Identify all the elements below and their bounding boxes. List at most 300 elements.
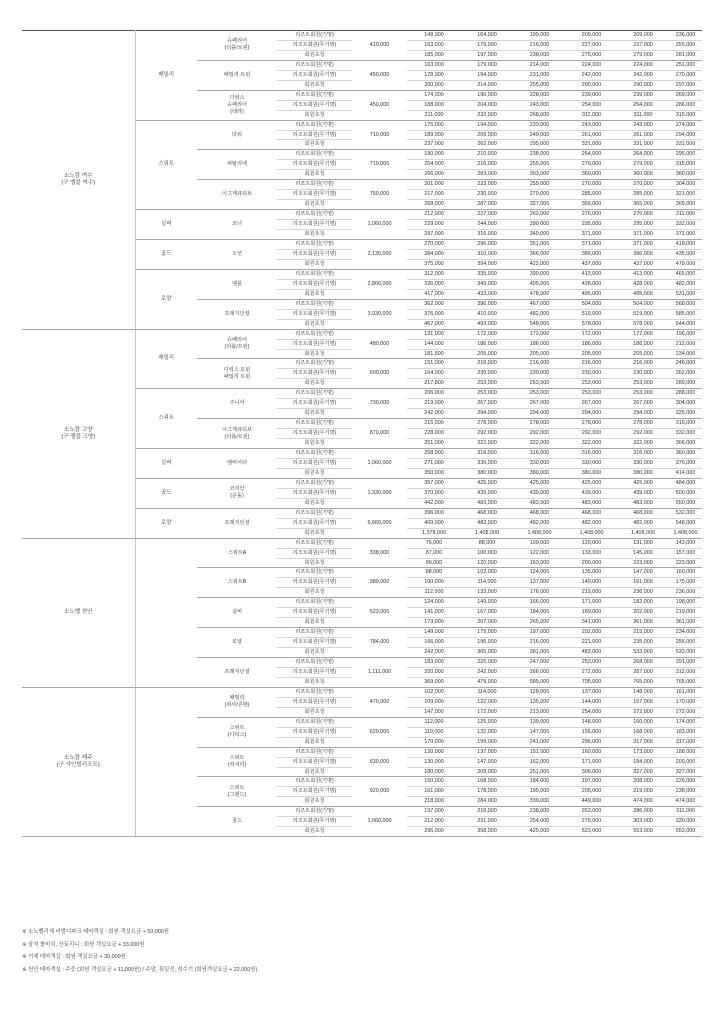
footnote-item: ※ 삼척 쏠비치, 산토리니 : 회원 객실요금 + 33,000원: [22, 941, 145, 948]
rate-cell: 205,000: [566, 349, 617, 359]
rate-cell: 1,378,000: [407, 528, 461, 538]
room-type-cell: 골드: [197, 807, 277, 837]
rate-cell: 182,000: [617, 598, 669, 608]
rate-cell: 267,000: [566, 399, 617, 409]
room-grade-cell: 골드: [135, 240, 197, 270]
rate-cell: 449,000: [566, 797, 617, 807]
member-type-cell: 회원초청: [277, 319, 352, 329]
rate-cell: 137,000: [513, 578, 566, 588]
rate-cell: 174,000: [669, 717, 702, 727]
rate-cell: 290,000: [566, 80, 617, 90]
rate-cell: 242,000: [617, 70, 669, 80]
rate-cell: 209,000: [461, 130, 513, 140]
rate-cell: 120,000: [407, 747, 461, 757]
rate-cell: 251,000: [669, 60, 702, 70]
rate-cell: 330,000: [669, 817, 702, 827]
rate-cell: 135,000: [513, 697, 566, 707]
rate-cell: 174,000: [407, 90, 461, 100]
rate-cell: 405,000: [513, 279, 566, 289]
rate-cell: 150,000: [407, 777, 461, 787]
rate-cell: 131,000: [407, 329, 461, 339]
rate-cell: 253,000: [566, 658, 617, 668]
rate-cell: 139,000: [513, 717, 566, 727]
member-type-cell: 회원초청: [277, 140, 352, 150]
room-grade-cell: [135, 538, 197, 687]
rate-cell: 370,000: [407, 488, 461, 498]
rate-cell: 213,000: [566, 588, 617, 598]
rate-cell: 196,000: [669, 329, 702, 339]
rate-cell: 550,000: [669, 498, 702, 508]
rate-cell: 253,000: [513, 379, 566, 389]
member-type-cell: 리조트회원(무기명): [277, 399, 352, 409]
room-type-cell: 이그제큐티브: [197, 180, 277, 210]
rate-cell: 183,000: [407, 658, 461, 668]
room-type-cell: 엠블: [197, 269, 277, 299]
rate-cell: 327,000: [513, 200, 566, 210]
rate-cell: 137,000: [566, 687, 617, 697]
rate-cell: 340,000: [513, 230, 566, 240]
rate-cell: 585,000: [669, 309, 702, 319]
rate-cell: 357,000: [407, 478, 461, 488]
rate-cell: 135,000: [566, 568, 617, 578]
rate-cell: 239,000: [617, 90, 669, 100]
rate-cell: 231,000: [513, 70, 566, 80]
rate-cell: 267,000: [617, 399, 669, 409]
rate-cell: 482,000: [617, 518, 669, 528]
rate-cell: 239,000: [566, 90, 617, 100]
rate-cell: 204,000: [407, 160, 461, 170]
rate-cell: 120,000: [461, 558, 513, 568]
rate-cell: 200,000: [407, 668, 461, 678]
rate-cell: 219,000: [617, 787, 669, 797]
membership-fee-cell: 710,000: [352, 120, 407, 150]
rate-cell: 428,000: [566, 279, 617, 289]
member-type-cell: 리조트회원(무기명): [277, 757, 352, 767]
rate-cell: 279,000: [617, 160, 669, 170]
rate-cell: 166,000: [407, 638, 461, 648]
member-type-cell: 리조트회원(기명): [277, 478, 352, 488]
membership-fee-cell: 480,000: [352, 329, 407, 359]
member-type-cell: 회원초청: [277, 827, 352, 837]
table-row: [22, 31, 702, 41]
rate-cell: 371,000: [617, 240, 669, 250]
rate-cell: 468,000: [461, 508, 513, 518]
member-type-cell: 회원초청: [277, 677, 352, 687]
rate-cell: 199,000: [513, 31, 566, 41]
rate-cell: 225,000: [461, 658, 513, 668]
rate-cell: 548,000: [513, 319, 566, 329]
rate-cell: 270,000: [407, 240, 461, 250]
rate-cell: 484,000: [669, 478, 702, 488]
rate-cell: 170,000: [407, 737, 461, 747]
member-type-cell: 리조트회원(기명): [277, 269, 352, 279]
rate-cell: 218,000: [407, 797, 461, 807]
rate-cell: 251,000: [513, 767, 566, 777]
rate-cell: 148,000: [617, 687, 669, 697]
member-type-cell: 회원초청: [277, 767, 352, 777]
rate-cell: 380,000: [566, 468, 617, 478]
rate-cell: 425,000: [566, 478, 617, 488]
rate-cell: 278,000: [513, 419, 566, 429]
rate-cell: 109,000: [407, 697, 461, 707]
rate-cell: 267,000: [513, 399, 566, 409]
rate-cell: 332,000: [669, 429, 702, 439]
membership-fee-cell: 1,060,000: [352, 210, 407, 240]
rate-cell: 164,000: [461, 31, 513, 41]
rate-cell: 495,000: [566, 289, 617, 299]
rate-cell: 253,000: [513, 389, 566, 399]
rate-cell: 468,000: [566, 508, 617, 518]
rate-cell: 195,000: [513, 787, 566, 797]
member-type-cell: 리조트회원(기명): [277, 568, 352, 578]
rate-cell: 330,000: [461, 458, 513, 468]
membership-fee-cell: 389,000: [352, 568, 407, 598]
room-type-cell: 실버: [197, 598, 277, 628]
rate-cell: 322,000: [461, 439, 513, 449]
member-type-cell: 리조트회원(기명): [277, 329, 352, 339]
member-type-cell: 회원초청: [277, 289, 352, 299]
rate-cell: 216,000: [513, 359, 566, 369]
rate-cell: 330,000: [566, 458, 617, 468]
rate-cell: 439,000: [461, 488, 513, 498]
rate-cell: 100,000: [407, 578, 461, 588]
rate-cell: 304,000: [669, 180, 702, 190]
membership-fee-cell: 630,000: [352, 747, 407, 777]
rate-cell: 335,000: [669, 409, 702, 419]
rate-cell: 189,000: [566, 608, 617, 618]
rate-cell: 234,000: [669, 349, 702, 359]
rate-cell: 243,000: [513, 100, 566, 110]
rate-cell: 483,000: [566, 498, 617, 508]
rate-cell: 1,408,000: [617, 528, 669, 538]
rate-cell: 184,000: [513, 608, 566, 618]
rate-cell: 644,000: [669, 319, 702, 329]
rate-cell: 296,000: [407, 827, 461, 837]
rate-cell: 376,000: [669, 458, 702, 468]
rate-cell: 425,000: [617, 478, 669, 488]
rate-cell: 495,000: [617, 289, 669, 299]
member-type-cell: 리조트회원(무기명): [277, 458, 352, 468]
member-type-cell: 회원초청: [277, 648, 352, 658]
rate-cell: 156,000: [566, 727, 617, 737]
rate-cell: 209,000: [566, 31, 617, 41]
room-type-cell: 오션: [197, 240, 277, 270]
rate-cell: 125,000: [461, 717, 513, 727]
member-type-cell: 리조트회원(기명): [277, 419, 352, 429]
rate-cell: 369,000: [407, 677, 461, 687]
rate-cell: 279,000: [566, 160, 617, 170]
member-type-cell: 리조트회원(기명): [277, 60, 352, 70]
rate-cell: 310,000: [461, 249, 513, 259]
rate-cell: 433,000: [461, 289, 513, 299]
rate-cell: 255,000: [669, 40, 702, 50]
rate-cell: 255,000: [669, 638, 702, 648]
rate-cell: 765,000: [669, 677, 702, 687]
member-type-cell: 리조트회원(무기명): [277, 638, 352, 648]
rate-cell: 304,000: [669, 399, 702, 409]
rate-cell: 133,000: [566, 548, 617, 558]
rate-cell: 228,000: [407, 429, 461, 439]
rate-cell: 533,000: [669, 648, 702, 658]
rate-cell: 316,000: [461, 449, 513, 459]
rate-cell: 186,000: [566, 339, 617, 349]
rate-cell: 294,000: [461, 409, 513, 419]
member-type-cell: 회원초청: [277, 80, 352, 90]
rate-cell: 311,000: [566, 110, 617, 120]
member-type-cell: 리조트회원(무기명): [277, 130, 352, 140]
rate-cell: 474,000: [617, 797, 669, 807]
member-type-cell: 리조트회원(무기명): [277, 697, 352, 707]
member-type-cell: 회원초청: [277, 797, 352, 807]
rate-cell: 271,000: [407, 458, 461, 468]
member-type-cell: 리조트회원(기명): [277, 508, 352, 518]
rate-cell: 316,000: [513, 449, 566, 459]
rate-cell: 242,000: [461, 668, 513, 678]
membership-fee-cell: 784,000: [352, 628, 407, 658]
membership-fee-cell: 600,000: [352, 359, 407, 389]
rate-cell: 261,000: [566, 130, 617, 140]
membership-fee-cell: 730,000: [352, 389, 407, 419]
rate-cell: 75,000: [407, 538, 461, 548]
member-type-cell: 리조트회원(무기명): [277, 100, 352, 110]
member-type-cell: 리조트회원(기명): [277, 747, 352, 757]
rate-cell: 330,000: [513, 458, 566, 468]
rate-cell: 219,000: [407, 399, 461, 409]
rate-cell: 209,000: [461, 767, 513, 777]
rate-cell: 210,000: [461, 150, 513, 160]
rate-cell: 296,000: [566, 737, 617, 747]
rate-cell: 211,000: [407, 110, 461, 120]
rate-cell: 227,000: [617, 40, 669, 50]
rate-cell: 87,000: [407, 548, 461, 558]
rate-cell: 215,000: [407, 419, 461, 429]
rate-cell: 221,000: [566, 638, 617, 648]
rate-cell: 212,000: [407, 817, 461, 827]
rate-cell: 296,000: [461, 240, 513, 250]
rate-cell: 289,000: [669, 379, 702, 389]
member-type-cell: 회원초청: [277, 588, 352, 598]
rate-cell: 168,000: [461, 777, 513, 787]
resort-name-cell: 소노벨 천안: [22, 538, 135, 687]
rate-cell: 194,000: [461, 70, 513, 80]
rate-cell: 163,000: [513, 558, 566, 568]
rate-cell: 216,000: [461, 807, 513, 817]
rate-cell: 202,000: [566, 628, 617, 638]
rate-cell: 144,000: [566, 697, 617, 707]
rate-cell: 425,000: [513, 478, 566, 488]
rate-cell: 268,000: [513, 110, 566, 120]
rate-cell: 160,000: [669, 568, 702, 578]
rate-cell: 266,000: [407, 170, 461, 180]
rate-cell: 149,000: [461, 598, 513, 608]
rate-cell: 396,000: [407, 508, 461, 518]
member-type-cell: 리조트회원(기명): [277, 807, 352, 817]
room-grade-cell: 스위트: [135, 389, 197, 449]
room-grade-cell: 패밀리: [135, 31, 197, 121]
rate-cell: 254,000: [566, 707, 617, 717]
rate-cell: 376,000: [407, 309, 461, 319]
rate-cell: 230,000: [513, 369, 566, 379]
rate-cell: 371,000: [669, 230, 702, 240]
rate-cell: 172,000: [617, 329, 669, 339]
rate-cell: 303,000: [513, 170, 566, 180]
rate-cell: 478,000: [513, 289, 566, 299]
member-type-cell: 회원초청: [277, 498, 352, 508]
member-type-cell: 리조트회원(무기명): [277, 160, 352, 170]
rate-cell: 504,000: [566, 299, 617, 309]
rate-cell: 435,000: [669, 249, 702, 259]
rate-cell: 237,000: [407, 140, 461, 150]
rate-cell: 272,000: [566, 668, 617, 678]
rate-cell: 244,000: [461, 220, 513, 230]
rate-cell: 705,000: [566, 677, 617, 687]
member-type-cell: 리조트회원(무기명): [277, 668, 352, 678]
rate-cell: 422,000: [513, 259, 566, 269]
rate-cell: 179,000: [461, 40, 513, 50]
rate-cell: 253,000: [617, 389, 669, 399]
rate-cell: 205,000: [461, 349, 513, 359]
rate-cell: 294,000: [669, 130, 702, 140]
member-type-cell: 리조트회원(무기명): [277, 817, 352, 827]
rate-cell: 242,000: [407, 648, 461, 658]
rate-cell: 268,000: [407, 200, 461, 210]
rate-cell: 410,000: [461, 309, 513, 319]
membership-fee-cell: 1,111,000: [352, 658, 407, 688]
rate-cell: 205,000: [617, 349, 669, 359]
rate-cell: 268,000: [617, 658, 669, 668]
rate-cell: 1,408,000: [461, 528, 513, 538]
rate-cell: 181,500: [407, 349, 461, 359]
rate-cell: 229,000: [407, 220, 461, 230]
rate-cell: 331,000: [617, 140, 669, 150]
member-type-cell: 리조트회원(무기명): [277, 787, 352, 797]
rate-cell: 99,000: [407, 558, 461, 568]
rate-cell: 230,000: [566, 369, 617, 379]
membership-fee-cell: 450,000: [352, 60, 407, 90]
rate-cell: 311,000: [669, 807, 702, 817]
rate-cell: 532,000: [669, 508, 702, 518]
rate-cell: 124,000: [407, 598, 461, 608]
room-type-cell: 슈페리어 (더블/트윈): [197, 31, 277, 61]
rate-cell: 145,000: [617, 548, 669, 558]
rate-cell: 238,000: [513, 807, 566, 817]
rate-cell: 262,000: [513, 210, 566, 220]
member-type-cell: 리조트회원(기명): [277, 717, 352, 727]
rate-cell: 1,408,000: [513, 528, 566, 538]
rate-cell: 204,000: [461, 100, 513, 110]
rate-cell: 482,000: [669, 279, 702, 289]
rate-cell: 262,000: [669, 369, 702, 379]
member-type-cell: 리조트회원(기명): [277, 120, 352, 130]
rate-cell: 428,000: [617, 279, 669, 289]
rate-cell: 272,000: [617, 707, 669, 717]
rate-cell: 386,000: [617, 249, 669, 259]
rate-cell: 208,000: [617, 777, 669, 787]
member-type-cell: 리조트회원(기명): [277, 658, 352, 668]
room-type-cell: 스위트A: [197, 538, 277, 568]
rate-cell: 197,000: [513, 628, 566, 638]
room-type-cell: 프레지던셜: [197, 658, 277, 688]
rate-cell: 394,000: [461, 259, 513, 269]
rate-cell: 264,000: [566, 150, 617, 160]
rate-cell: 253,000: [617, 379, 669, 389]
rate-cell: 179,000: [461, 60, 513, 70]
rate-cell: 207,000: [461, 618, 513, 628]
rate-cell: 297,000: [407, 230, 461, 240]
membership-fee-cell: 1,060,000: [352, 807, 407, 837]
member-type-cell: 리조트회원(기명): [277, 449, 352, 459]
member-type-cell: 리조트회원(무기명): [277, 249, 352, 259]
rate-cell: 284,000: [407, 249, 461, 259]
rate-cell: 482,000: [513, 518, 566, 528]
member-type-cell: 리조트회원(기명): [277, 180, 352, 190]
member-type-cell: 회원초청: [277, 468, 352, 478]
rate-cell: 390,000: [513, 269, 566, 279]
membership-fee-cell: 6,660,000: [352, 508, 407, 538]
rate-cell: 130,000: [407, 757, 461, 767]
rate-cell: 306,000: [566, 767, 617, 777]
rate-cell: 361,000: [669, 618, 702, 628]
rate-cell: 331,000: [566, 140, 617, 150]
rate-cell: 305,000: [461, 648, 513, 658]
rate-cell: 255,000: [513, 80, 566, 90]
membership-fee-cell: 2,800,000: [352, 269, 407, 299]
rate-cell: 163,000: [407, 40, 461, 50]
rate-cell: 585,000: [513, 677, 566, 687]
room-type-cell: 슈페리어 (더블/트윈): [197, 329, 277, 359]
member-type-cell: 리조트회원(무기명): [277, 548, 352, 558]
rate-cell: 190,000: [461, 90, 513, 100]
rate-cell: 172,000: [566, 329, 617, 339]
footnotes: [22, 926, 702, 976]
rate-cell: 223,000: [617, 558, 669, 568]
rate-cell: 366,000: [513, 249, 566, 259]
rate-cell: 278,000: [566, 419, 617, 429]
member-type-cell: 리조트회원(기명): [277, 240, 352, 250]
rate-cell: 197,000: [566, 777, 617, 787]
rate-cell: 265,000: [513, 618, 566, 628]
rate-cell: 267,000: [461, 399, 513, 409]
rate-cell: 468,000: [513, 508, 566, 518]
rate-cell: 341,000: [566, 618, 617, 628]
member-type-cell: 회원초청: [277, 439, 352, 449]
rate-cell: 366,000: [669, 439, 702, 449]
rate-cell: 253,000: [461, 389, 513, 399]
rate-cell: 163,000: [407, 60, 461, 70]
rate-cell: 279,000: [566, 817, 617, 827]
rate-cell: 246,000: [669, 359, 702, 369]
rate-cell: 202,000: [617, 608, 669, 618]
rate-cell: 531,000: [669, 289, 702, 299]
table-row: [22, 687, 702, 697]
rate-cell: 482,000: [461, 518, 513, 528]
rate-cell: 254,000: [617, 100, 669, 110]
rate-cell: 184,000: [617, 757, 669, 767]
member-type-cell: 리조트회원(무기명): [277, 369, 352, 379]
rate-cell: 214,000: [513, 60, 566, 70]
member-type-cell: 리조트회원(무기명): [277, 220, 352, 230]
rate-cell: 255,000: [513, 160, 566, 170]
rate-cell: 281,000: [669, 50, 702, 60]
member-type-cell: 리조트회원(무기명): [277, 608, 352, 618]
rate-cell: 262,000: [461, 140, 513, 150]
rate-cell: 371,000: [566, 240, 617, 250]
rate-cell: 413,000: [617, 269, 669, 279]
rate-cell: 197,000: [461, 50, 513, 60]
rate-cell: 162,000: [513, 757, 566, 767]
rate-cell: 223,000: [669, 558, 702, 568]
rate-cell: 483,000: [461, 498, 513, 508]
